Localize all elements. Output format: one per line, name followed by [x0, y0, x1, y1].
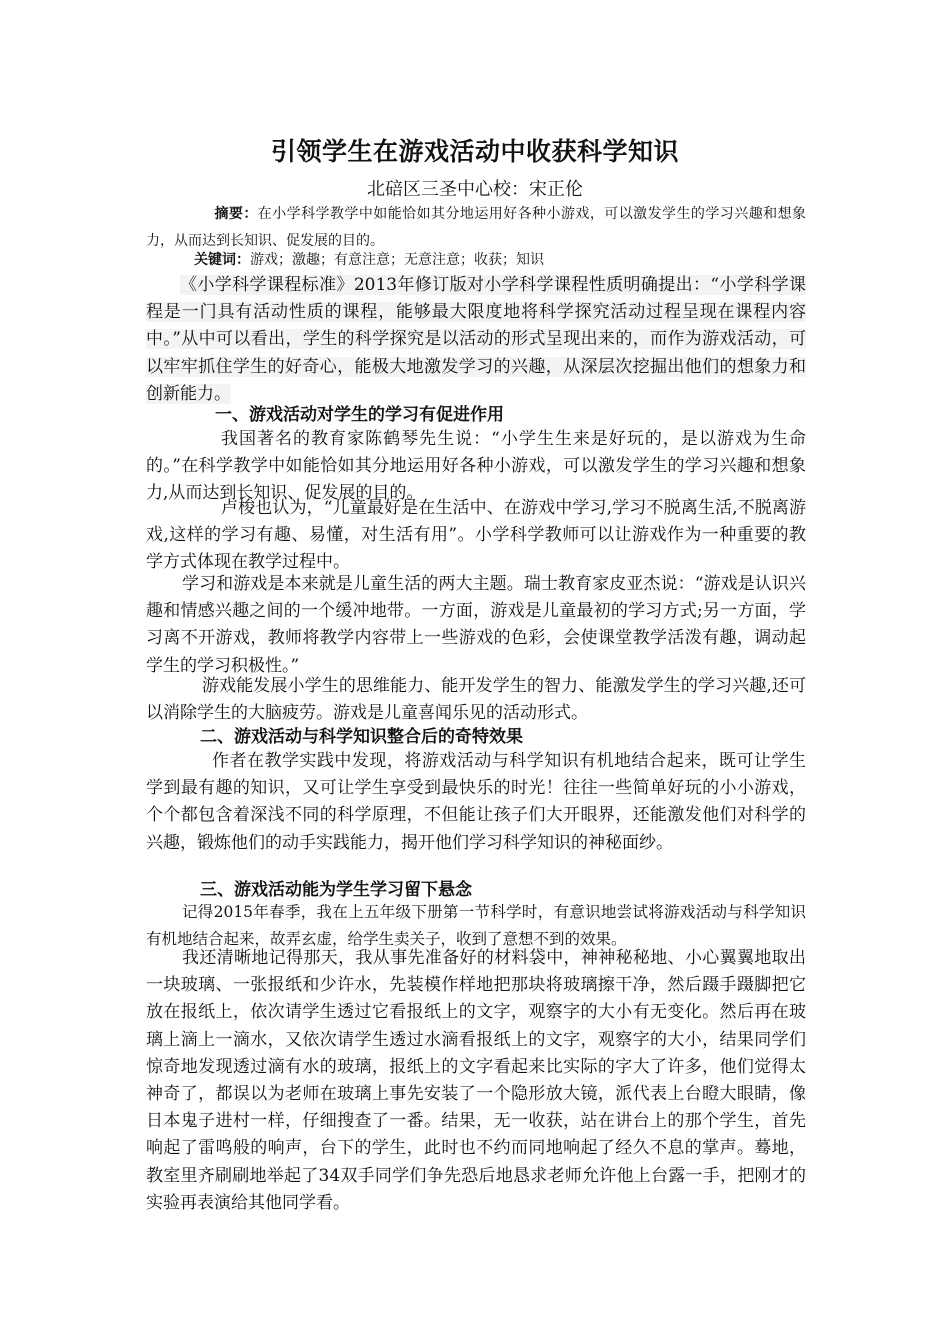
section1-paragraph-1: 我国著名的教育家陈鹤琴先生说：“小学生生来是好玩的，是以游戏为生命的。”在科学教学中如能恰如其分地运用好各种小游戏，可以激发学生的学习兴趣和想象力,从而达到长知识、促发展的目的。	[146, 429, 806, 504]
section2-paragraph-1: 作者在教学实践中发现，将游戏活动与科学知识有机地结合起来，既可让学生学到最有趣的知识，又可让学生享受到最快乐的时光！往往一些简单好玩的小小游戏，个个都包含着深浅不同的科学原理，不但能让孩子们大开眼界，还能激发他们对科学的兴趣，锻炼他们的动手实践能力，揭开他们学习科学知识的神秘面纱。	[146, 751, 806, 853]
section3-paragraph-1: 记得2015年春季，我在上五年级下册第一节科学时，有意识地尝试将游戏活动与科学知识有机地结合起来，故弄玄虚，给学生卖关子，收到了意想不到的效果。	[146, 903, 806, 948]
abstract-text: 在小学科学教学中如能恰如其分地运用好各种小游戏，可以激发学生的学习兴趣和想象力，从而达到长知识、促发展的目的。	[146, 206, 807, 249]
author-line: 北碚区三圣中心校：宋正伦	[367, 179, 583, 200]
intro-paragraph: 《小学科学课程标准》2013年修订版对小学科学课程性质明确提出：“小学科学课程是一门具有活动性质的课程，能够最大限度地将科学探究活动过程呈现在课程内容中。”从中可以看出，学生的科学探究是以活动的形式呈现出来的，而作为游戏活动，可以牢牢抓住学生的好奇心，能极大地激发学习的兴趣，从深层次挖掘出他们的想象力和创新能力。	[146, 275, 806, 404]
section1-paragraph-3: 学习和游戏是本来就是儿童生活的两大主题。瑞士教育家皮亚杰说：“游戏是认识兴趣和情感兴趣之间的一个缓冲地带。一方面，游戏是儿童最初的学习方式;另一方面，学习离不开游戏，教师将教学内容带上一些游戏的色彩，会使课堂教学活泼有趣，调动起学生的学习积极性。”	[146, 574, 806, 676]
section-heading-3: 三、游戏活动能为学生学习留下悬念	[200, 880, 472, 900]
section-heading-1: 一、游戏活动对学生的学习有促进作用	[215, 405, 504, 425]
abstract-label: 摘要：	[214, 206, 258, 222]
keywords	[146, 247, 806, 274]
document-title: 引领学生在游戏活动中收获科学知识	[270, 137, 679, 166]
keywords-label: 关键词：	[194, 252, 250, 268]
keywords-text: 游戏；激趣；有意注意；无意注意；收获；知识	[250, 252, 544, 268]
section-heading-2: 二、游戏活动与科学知识整合后的奇特效果	[200, 727, 523, 747]
section1-paragraph-2: 卢梭也认为，“儿童最好是在生活中、在游戏中学习,学习不脱离生活,不脱离游戏,这样的学习有趣、易懂，对生活有用”。小学科学教师可以让游戏作为一种重要的教学方式体现在教学过程中。	[146, 498, 806, 573]
section1-paragraph-4: 游戏能发展小学生的思维能力、能开发学生的智力、能激发学生的学习兴趣,还可以消除学生的大脑疲劳。游戏是儿童喜闻乐见的活动形式。	[146, 676, 806, 724]
section3-paragraph-2: 我还清晰地记得那天，我从事先准备好的材料袋中，神神秘秘地、小心翼翼地取出一块玻璃、一张报纸和少许水，先装模作样地把那块将玻璃擦干净，然后蹑手蹑脚把它放在报纸上，依次请学生透过它看报纸上的文字，观察字的大小有无变化。然后再在玻璃上滴上一滴水，又依次请学生透过水滴看报纸上的文字，观察字的大小，结果同学们惊奇地发现透过滴有水的玻璃，报纸上的文字看起来比实际的字大了许多，他们觉得太神奇了，都误以为老师在玻璃上事先安装了一个隐形放大镜，派代表上台瞪大眼睛，像日本鬼子进村一样，仔细搜查了一番。结果，无一收获，站在讲台上的那个学生，首先响起了雷鸣般的响声，台下的学生，此时也不约而同地响起了经久不息的掌声。蓦地，教室里齐刷刷地举起了34双手同学们争先恐后地恳求老师允许他上台露一手，把刚才的实验再表演给其他同学看。	[146, 948, 806, 1213]
